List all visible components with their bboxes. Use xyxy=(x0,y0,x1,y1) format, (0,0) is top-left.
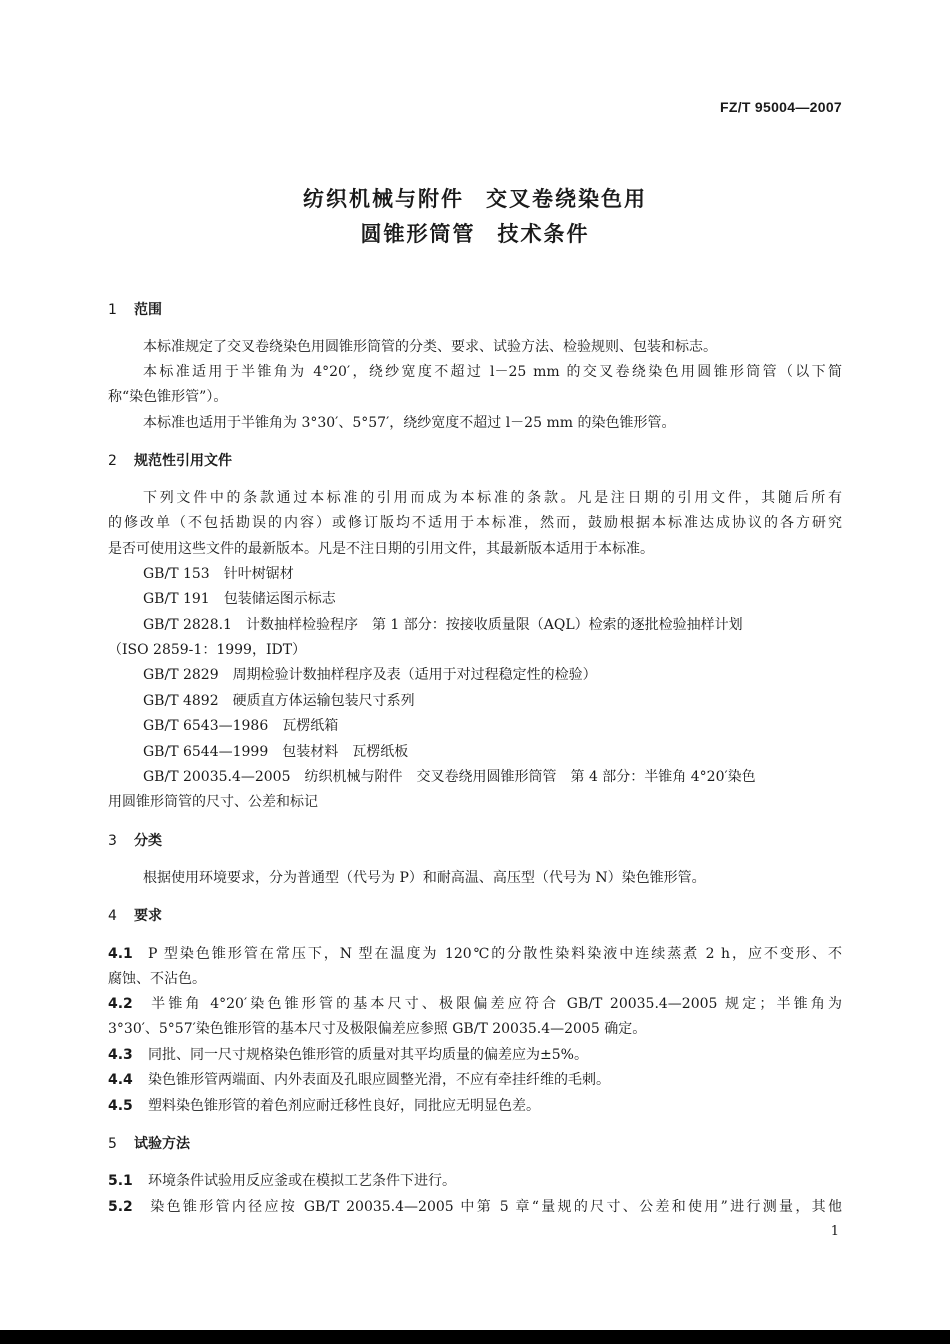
section-3-para: 根据使用环境要求，分为普通型（代号为 P）和耐高温、高压型（代号为 N）染色锥形管。 xyxy=(143,870,706,886)
section-1-para-2-line-1: 本标准适用于半锥角为 4°20′，绕纱宽度不超过 l－25 mm 的交叉卷绕染色用圆锥形筒管（以下简 xyxy=(143,364,842,380)
clause-4-4: 4.4 染色锥形管两端面、内外表面及孔眼应圆整光滑，不应有牵挂纤维的毛刺。 xyxy=(108,1072,610,1088)
page-number: 1 xyxy=(830,1224,839,1239)
document-title-line-1 xyxy=(0,183,950,213)
reference-item: GB/T 6543—1986 瓦楞纸箱 xyxy=(143,718,339,734)
clause-4-2-line-2: 3°30′、5°57′染色锥形管的基本尺寸及极限偏差应参照 GB/T 20035.4—2005 确定。 xyxy=(108,1021,647,1037)
clause-4-1-line-1: 4.1 P 型染色锥形管在常压下，N 型在温度为 120℃的分散性染料染液中连续蒸煮 2 h，应不变形、不 xyxy=(108,946,842,962)
section-1-para-2-line-2: 称“染色锥形管”）。 xyxy=(108,389,228,405)
section-2-para-line-2: 的修改单（不包括勘误的内容）或修订版均不适用于本标准，然而，鼓励根据本标准达成协议的各方研究 xyxy=(108,515,842,531)
reference-item: GB/T 153 针叶树锯材 xyxy=(143,566,294,582)
reference-item-continuation: 用圆锥形筒管的尺寸、公差和标记 xyxy=(108,794,318,810)
clause-5-2: 5.2 染色锥形管内径应按 GB/T 20035.4—2005 中第 5 章“量规的尺寸、公差和使用”进行测量，其他 xyxy=(108,1199,842,1215)
section-2-heading: 2 规范性引用文件 xyxy=(108,453,232,469)
section-4-heading: 4 要求 xyxy=(108,908,162,924)
clause-4-2-line-1: 4.2 半锥角 4°20′染色锥形管的基本尺寸、极限偏差应符合 GB/T 20035.4—2005 规定；半锥角为 xyxy=(108,996,842,1012)
reference-item: GB/T 20035.4—2005 纺织机械与附件 交叉卷绕用圆锥形筒管 第 4 部分：半锥角 4°20′染色 xyxy=(143,769,756,785)
title-part-c: 圆锥形筒管 xyxy=(360,222,476,246)
clause-5-1: 5.1 环境条件试验用反应釜或在模拟工艺条件下进行。 xyxy=(108,1173,456,1189)
reference-item: GB/T 4892 硬质直方体运输包装尺寸系列 xyxy=(143,693,415,709)
section-5-heading: 5 试验方法 xyxy=(108,1136,190,1152)
section-3-heading: 3 分类 xyxy=(108,833,162,849)
section-1-heading: 1 范围 xyxy=(108,302,162,318)
standard-code: FZ/T 95004—2007 xyxy=(719,99,842,115)
reference-item: GB/T 6544—1999 包装材料 瓦楞纸板 xyxy=(143,744,409,760)
section-2-para-line-3: 是否可使用这些文件的最新版本。凡是不注日期的引用文件，其最新版本适用于本标准。 xyxy=(108,541,654,557)
clause-4-5: 4.5 塑料染色锥形管的着色剂应耐迁移性良好，同批应无明显色差。 xyxy=(108,1098,540,1114)
bottom-border xyxy=(0,1330,950,1344)
clause-4-3: 4.3 同批、同一尺寸规格染色锥形管的质量对其平均质量的偏差应为±5%。 xyxy=(108,1047,588,1063)
title-part-a: 纺织机械与附件 xyxy=(303,187,464,211)
section-1-para-1: 本标准规定了交叉卷绕染色用圆锥形筒管的分类、要求、试验方法、检验规则、包装和标志。 xyxy=(143,339,717,355)
reference-item: GB/T 2828.1 计数抽样检验程序 第 1 部分：按接收质量限（AQL）检索的逐批检验抽样计划 xyxy=(143,617,743,633)
section-2-para-line-1: 下列文件中的条款通过本标准的引用而成为本标准的条款。凡是注日期的引用文件，其随后所有 xyxy=(143,490,842,506)
reference-item: GB/T 2829 周期检验计数抽样程序及表（适用于对过程稳定性的检验） xyxy=(143,667,597,683)
clause-4-1-line-2: 腐蚀、不沾色。 xyxy=(108,971,206,987)
title-part-d: 技术条件 xyxy=(497,222,590,246)
reference-item: GB/T 191 包装储运图示标志 xyxy=(143,591,336,607)
document-title-line-2 xyxy=(0,218,950,248)
title-part-b: 交叉卷绕染色用 xyxy=(486,187,647,211)
reference-item-continuation: （ISO 2859-1：1999，IDT） xyxy=(108,642,307,658)
section-1-para-3: 本标准也适用于半锥角为 3°30′、5°57′，绕纱宽度不超过 l－25 mm 的染色锥形管。 xyxy=(143,415,676,431)
